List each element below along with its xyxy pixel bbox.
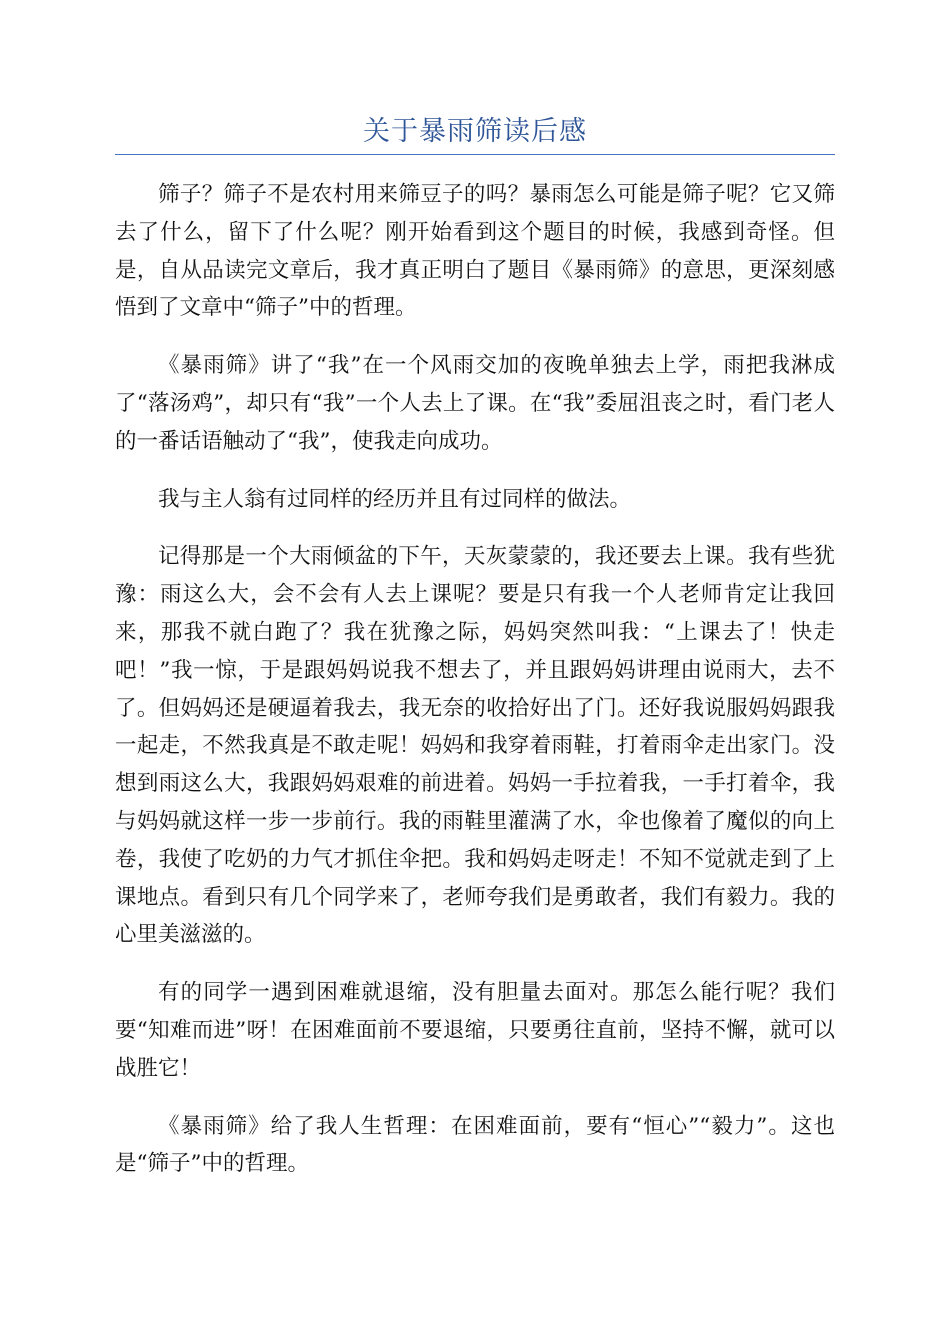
paragraph-1: 筛子？筛子不是农村用来筛豆子的吗？暴雨怎么可能是筛子呢？它又筛去了什么，留下了什么呢？刚开始看到这个题目的时候，我感到奇怪。但是，自从品读完文章后，我才真正明白了题目《暴雨筛》的意思，更深刻感悟到了文章中“筛子”中的哲理。 [115, 182, 835, 321]
document-title: 关于暴雨筛读后感 [363, 116, 587, 147]
paragraph-3: 我与主人翁有过同样的经历并且有过同样的做法。 [158, 486, 632, 512]
document-body [115, 176, 835, 1203]
paragraph-2: 《暴雨筛》讲了“我”在一个风雨交加的夜晚单独去上学，雨把我淋成了“落汤鸡”，却只有“我”一个人去上了课。在“我”委屈沮丧之时，看门老人的一番话语触动了“我”，使我走向成功。 [115, 353, 835, 454]
title-underline [115, 154, 835, 155]
paragraph-5: 有的同学一遇到困难就退缩，没有胆量去面对。那怎么能行呢？我们要“知难而进”呀！在困难面前不要退缩，只要勇往直前，坚持不懈，就可以战胜它！ [115, 980, 835, 1081]
paragraph-4: 记得那是一个大雨倾盆的下午，天灰蒙蒙的，我还要去上课。我有些犹豫：雨这么大，会不会有人去上课呢？要是只有我一个人老师肯定让我回来，那我不就白跑了？我在犹豫之际，妈妈突然叫我：“上课去了！快走吧！”我一惊，于是跟妈妈说我不想去了，并且跟妈妈讲理由说雨大，去不了。但妈妈还是硬逼着我去，我无奈的收拾好出了门。还好我说服妈妈跟我一起走，不然我真是不敢走呢！妈妈和我穿着雨鞋，打着雨伞走出家门。没想到雨这么大，我跟妈妈艰难的前进着。妈妈一手拉着我，一手打着伞，我与妈妈就这样一步一步前行。我的雨鞋里灌满了水，伞也像着了魔似的向上卷，我使了吃奶的力气才抓住伞把。我和妈妈走呀走！不知不觉就走到了上课地点。看到只有几个同学来了，老师夸我们是勇敢者，我们有毅力。我的心里美滋滋的。 [115, 544, 835, 948]
paragraph-6: 《暴雨筛》给了我人生哲理：在困难面前，要有“恒心”“毅力”。这也是“筛子”中的哲理。 [115, 1113, 835, 1177]
